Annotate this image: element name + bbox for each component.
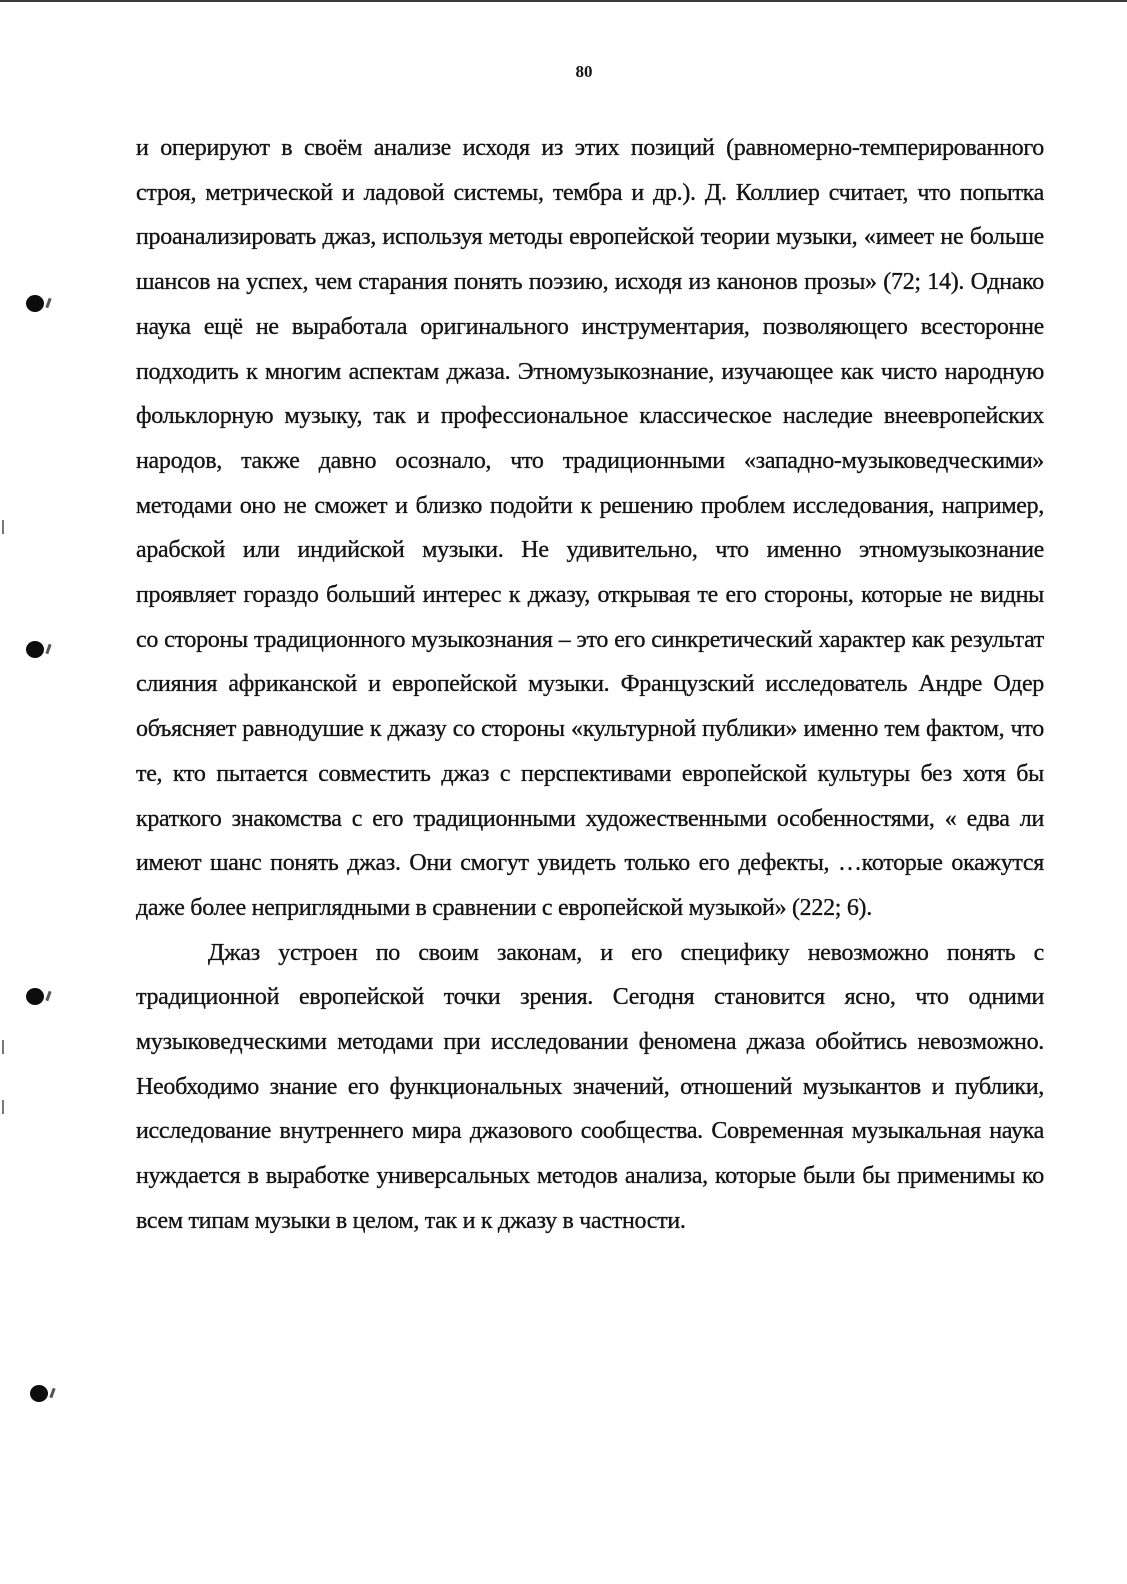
punch-hole [26,988,44,1005]
scan-edge-mark [2,1040,4,1054]
punch-hole [26,641,44,658]
scan-top-border [0,0,1127,2]
punch-hole [26,295,44,312]
body-text [136,126,1044,1244]
page-number: 80 [575,62,593,81]
scan-edge-mark [2,1100,4,1114]
scan-edge-mark [2,520,4,534]
paragraph-2: Джаз устроен по своим законам, и его специфику невозможно понять с традиционной европейской точки зрения. Сегодня становится ясно, что одними музыковедческими методами при исследовании феномена джаза обойтись невозможно. Необходимо знание его функциональных значений, отношений музыкантов и публики, исследование внутреннего мира джазового сообщества. Современная музыкальная наука нуждается в выработке универсальных методов анализа, которые были бы применимы ко всем типам музыки в целом, так и к джазу в частности. [136,939,1044,1234]
punch-hole [30,1385,48,1402]
paragraph-1: и оперируют в своём анализе исходя из этих позиций (равномерно-темперированного строя, метрической и ладовой системы, тембра и др.). Д. Коллиер считает, что попытка проанализировать джаз, используя методы европейской теории музыки, «имеет не больше шансов на успех, чем старания понять поэзию, исходя из канонов прозы» (72; 14). Однако наука ещё не выработала оригинального инструментария, позволяющего всесторонне подходить к многим аспектам джаза. Этномузыкознание, изучающее как чисто народную фольклорную музыку, так и профессиональное классическое наследие внеевропейских народов, также давно осознало, что традиционными «западно-музыковедческими» методами оно не сможет и близко подойти к решению проблем исследования, например, арабской или индийской музыки. Не удивительно, что именно этномузыкознание проявляет гораздо больший интерес к джазу, открывая те его стороны, которые не видны со стороны традиционного музыкознания – это его синкретический характер как результат слияния африканской и европейской музыки. Французский исследователь Андре Одер объясняет равнодушие к джазу со стороны «культурной публики» именно тем фактом, что те, кто пытается совместить джаз с перспективами европейской культуры без хотя бы краткого знакомства с его традиционными художественными особенностями, « едва ли имеют шанс понять джаз. Они смогут увидеть только его дефекты, …которые окажутся даже более неприглядными в сравнении с европейской музыкой» (222; 6). [136,135,1044,921]
